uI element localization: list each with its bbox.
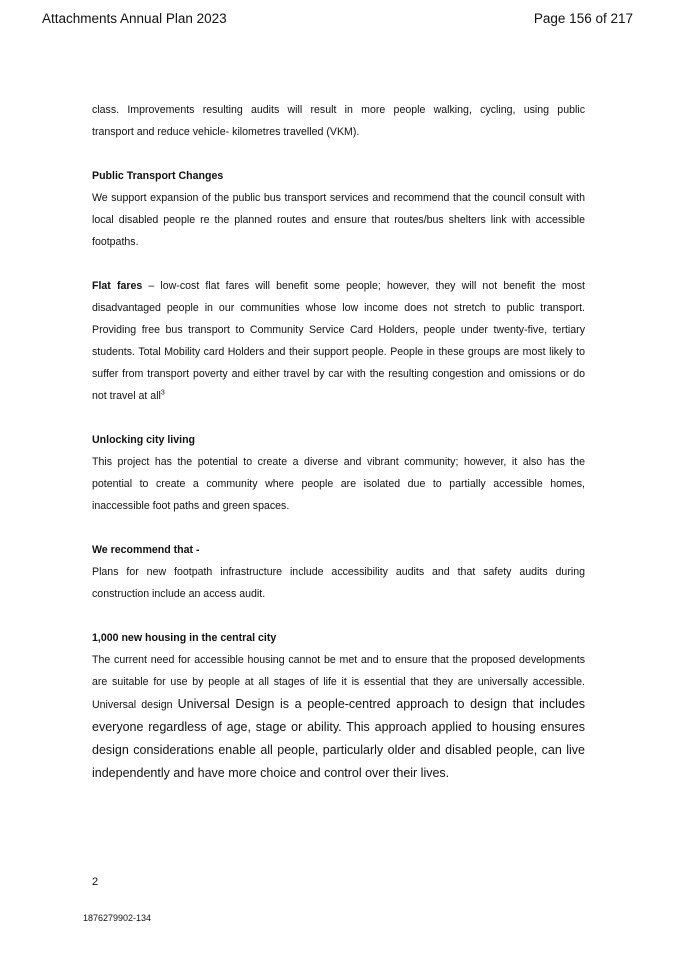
- section-heading-public-transport: Public Transport Changes: [92, 170, 224, 182]
- section-heading-housing: 1,000 new housing in the central city: [92, 632, 277, 644]
- intro-line-2: transport and reduce vehicle- kilometres travelled (VKM).: [92, 126, 360, 138]
- flat-fares-text: – low-cost flat fares will benefit some people; however, they will not benefit the most disadvantaged people in our communities whose low income does not stretch to public transport. Providing free bus transport to Community Service Card Holders, people under twenty-five, tertiary students. Total Mobility card Holders and their support people. People in these groups are most likely to suffer from transport poverty and either travel by car with the resulting congestion and omissions or do not travel at all: [92, 280, 585, 402]
- document-body: [92, 99, 585, 785]
- section-heading-city-living: Unlocking city living: [92, 434, 196, 446]
- paragraph-recommend: Plans for new footpath infrastructure include accessibility audits and that safety audits during construction include an access audit.: [92, 566, 585, 600]
- housing-text-large: Universal Design is a people-centred approach to design that includes everyone regardless of age, stage or ability. This approach applied to housing ensures design considerations enable all people, particularly older and disabled people, can live independently and have more choice and control over their lives.: [92, 697, 585, 780]
- paragraph-public-transport: We support expansion of the public bus transport services and recommend that the council consult with local disabled people re the planned routes and ensure that routes/bus shelters link with accessible footpaths.: [92, 192, 585, 248]
- header-doc-title: Attachments Annual Plan 2023: [42, 11, 227, 26]
- flat-fares-lead: Flat fares: [92, 280, 143, 292]
- intro-line-1: class. Improvements resulting audits will result in more people walking, cycling, using public: [92, 104, 585, 116]
- section-heading-recommend: We recommend that -: [92, 544, 200, 556]
- paragraph-flat-fares: [92, 275, 585, 407]
- header-page-label: Page 156 of 217: [533, 11, 633, 26]
- footer-doc-id: 1876279902-134: [83, 913, 152, 923]
- footnote-ref: 3: [160, 389, 165, 397]
- footer-page-number: 2: [92, 876, 99, 888]
- paragraph-housing: [92, 649, 585, 785]
- paragraph-city-living: This project has the potential to create a diverse and vibrant community; however, it also has the potential to create a community where people are isolated due to partially accessible homes, inaccessible foot paths and green spaces.: [92, 456, 585, 512]
- housing-text-small: The current need for accessible housing cannot be met and to ensure that the proposed developments are suitable for use by people at all stages of life it is essential that they are universally accessible. Universal design: [92, 654, 585, 711]
